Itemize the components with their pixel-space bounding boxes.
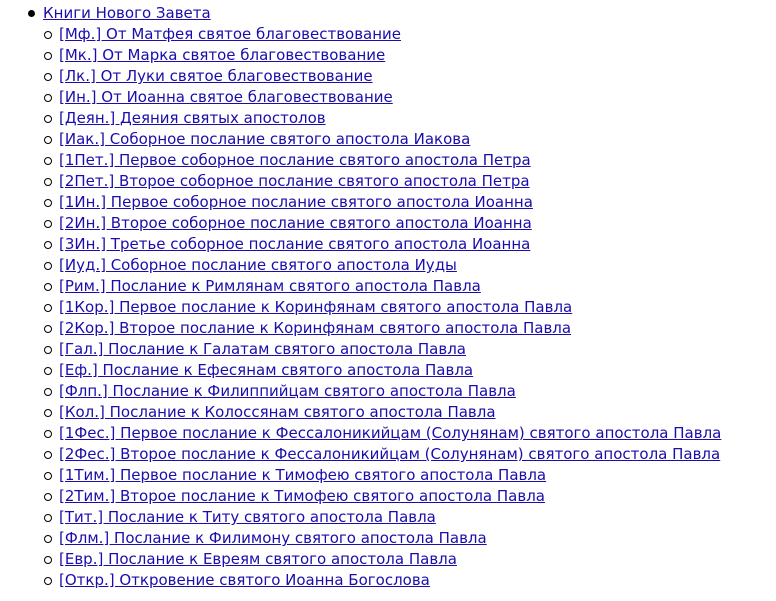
- circle-bullet-icon: [44, 94, 52, 102]
- circle-bullet-icon: [44, 178, 52, 186]
- section-item-new-testament: [0, 3, 721, 591]
- list-item: [43, 549, 721, 570]
- circle-bullet-icon: [44, 430, 52, 438]
- circle-bullet-icon: [44, 472, 52, 480]
- list-item: [43, 276, 721, 297]
- circle-bullet-icon: [44, 514, 52, 522]
- list-item: [43, 108, 721, 129]
- book-link[interactable]: [Откр.] Откровение святого Иоанна Богослова: [59, 571, 430, 589]
- list-item: [43, 402, 721, 423]
- circle-bullet-icon: [44, 325, 52, 333]
- books-sublist: [43, 24, 721, 591]
- circle-bullet-icon: [44, 367, 52, 375]
- list-item: [43, 360, 721, 381]
- circle-bullet-icon: [44, 199, 52, 207]
- book-link[interactable]: [2Пет.] Второе соборное послание святого апостола Петра: [59, 172, 530, 190]
- book-link[interactable]: [1Пет.] Первое соборное послание святого апостола Петра: [59, 151, 531, 169]
- list-item: [43, 192, 721, 213]
- book-link[interactable]: [Флп.] Послание к Филиппийцам святого апостола Павла: [59, 382, 516, 400]
- book-link[interactable]: [Тит.] Послание к Титу святого апостола Павла: [59, 508, 436, 526]
- list-item: [43, 570, 721, 591]
- book-link[interactable]: [Гал.] Послание к Галатам святого апостола Павла: [59, 340, 466, 358]
- circle-bullet-icon: [44, 451, 52, 459]
- book-link[interactable]: [Рим.] Послание к Римлянам святого апостола Павла: [59, 277, 481, 295]
- circle-bullet-icon: [44, 115, 52, 123]
- book-link[interactable]: [Флм.] Послание к Филимону святого апостола Павла: [59, 529, 487, 547]
- list-item: [43, 507, 721, 528]
- list-item: [43, 318, 721, 339]
- list-item: [43, 234, 721, 255]
- book-link[interactable]: [Деян.] Деяния святых апостолов: [59, 109, 326, 127]
- circle-bullet-icon: [44, 409, 52, 417]
- list-item: [43, 528, 721, 549]
- circle-bullet-icon: [44, 157, 52, 165]
- circle-bullet-icon: [44, 346, 52, 354]
- list-item: [43, 45, 721, 66]
- book-link[interactable]: [2Фес.] Второе послание к Фессалоникийцам (Солунянам) святого апостола Павла: [59, 445, 721, 463]
- book-link[interactable]: [1Кор.] Первое послание к Коринфянам святого апостола Павла: [59, 298, 573, 316]
- book-link[interactable]: [1Ин.] Первое соборное послание святого апостола Иоанна: [59, 193, 533, 211]
- circle-bullet-icon: [44, 241, 52, 249]
- circle-bullet-icon: [44, 220, 52, 228]
- book-link[interactable]: [Мф.] От Матфея святое благовествование: [59, 25, 402, 43]
- circle-bullet-icon: [44, 52, 52, 60]
- book-link[interactable]: [2Тим.] Второе послание к Тимофею святого апостола Павла: [59, 487, 545, 505]
- circle-bullet-icon: [44, 73, 52, 81]
- circle-bullet-icon: [44, 556, 52, 564]
- list-item: [43, 171, 721, 192]
- book-link[interactable]: [Евр.] Послание к Евреям святого апостола Павла: [59, 550, 457, 568]
- circle-bullet-icon: [44, 304, 52, 312]
- book-link[interactable]: [Мк.] От Марка святое благовествование: [59, 46, 386, 64]
- list-item: [43, 297, 721, 318]
- book-link[interactable]: [1Фес.] Первое послание к Фессалоникийцам (Солунянам) святого апостола Павла: [59, 424, 722, 442]
- book-link[interactable]: [Иак.] Соборное послание святого апостола Иакова: [59, 130, 471, 148]
- list-item: [43, 255, 721, 276]
- circle-bullet-icon: [44, 136, 52, 144]
- circle-bullet-icon: [44, 283, 52, 291]
- list-item: [43, 465, 721, 486]
- book-link[interactable]: [Лк.] От Луки святое благовествование: [59, 67, 373, 85]
- circle-bullet-icon: [44, 388, 52, 396]
- list-item: [43, 66, 721, 87]
- circle-bullet-icon: [44, 577, 52, 585]
- list-item: [43, 381, 721, 402]
- list-item: [43, 24, 721, 45]
- list-item: [43, 150, 721, 171]
- book-link[interactable]: [3Ин.] Третье соборное послание святого апостола Иоанна: [59, 235, 531, 253]
- disc-bullet-icon: [28, 10, 35, 17]
- circle-bullet-icon: [44, 31, 52, 39]
- book-link[interactable]: [Еф.] Послание к Ефесянам святого апостола Павла: [59, 361, 474, 379]
- list-item: [43, 339, 721, 360]
- book-link[interactable]: [2Ин.] Второе соборное послание святого апостола Иоанна: [59, 214, 532, 232]
- list-item: [43, 129, 721, 150]
- circle-bullet-icon: [44, 535, 52, 543]
- list-item: [43, 87, 721, 108]
- list-item: [43, 486, 721, 507]
- list-item: [43, 213, 721, 234]
- circle-bullet-icon: [44, 493, 52, 501]
- list-item: [43, 444, 721, 465]
- book-link[interactable]: [2Кор.] Второе послание к Коринфянам святого апостола Павла: [59, 319, 572, 337]
- circle-bullet-icon: [44, 262, 52, 270]
- book-link[interactable]: [Ин.] От Иоанна святое благовествование: [59, 88, 393, 106]
- book-link[interactable]: [1Тим.] Первое послание к Тимофею святого апостола Павла: [59, 466, 547, 484]
- book-link[interactable]: [Кол.] Послание к Колоссянам святого апостола Павла: [59, 403, 496, 421]
- book-link[interactable]: [Иуд.] Соборное послание святого апостола Иуды: [59, 256, 457, 274]
- section-link[interactable]: Книги Нового Завета: [43, 4, 211, 22]
- list-item: [43, 423, 721, 444]
